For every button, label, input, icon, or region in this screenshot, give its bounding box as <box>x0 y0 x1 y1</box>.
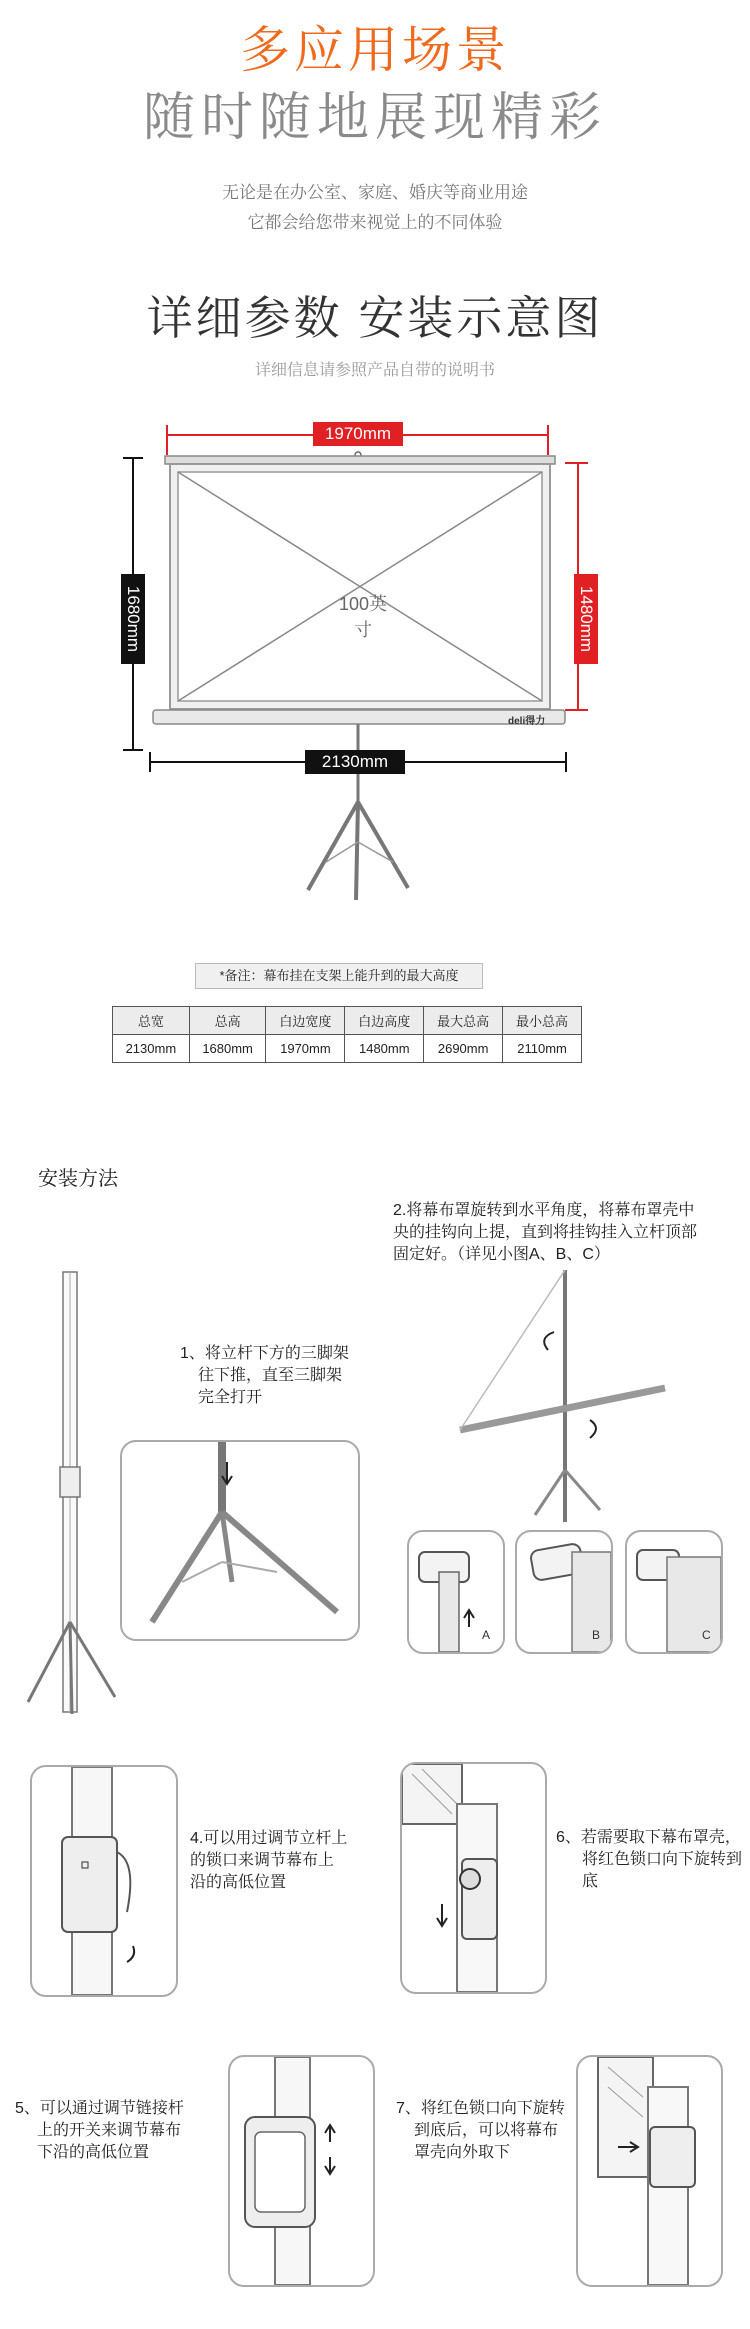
step-1-line: 完全打开 <box>198 1389 263 1406</box>
step-7-line: 到底后，可以将幕布 <box>414 2122 559 2139</box>
spec-header-cell: 白边高度 <box>345 1007 424 1035</box>
spec-header-cell: 总宽 <box>113 1007 190 1035</box>
screen-size-label: 100英寸 <box>338 594 388 640</box>
step-2-line: 央的挂钩向上提，直到将挂钩挂入立杆顶部 <box>393 1224 698 1241</box>
step-6-line: 将红色锁口向下旋转到 <box>582 1851 743 1868</box>
detail-a-label: A <box>482 1628 491 1642</box>
brand-logo: deli得力 <box>508 716 546 727</box>
step-4-line: 沿的高低位置 <box>190 1874 287 1891</box>
spec-header-cell: 白边宽度 <box>266 1007 345 1035</box>
pole-illustration <box>20 1262 130 1717</box>
step-4-line: 4.可以用过调节立杆上 <box>190 1830 348 1847</box>
step-6-line: 底 <box>582 1873 599 1890</box>
spec-value-cell: 1970mm <box>266 1035 345 1063</box>
step-5-line: 5、可以通过调节链接杆 <box>15 2100 184 2117</box>
step-7-detail-frame <box>576 2055 723 2287</box>
detail-a-frame <box>407 1530 505 1654</box>
remark-box: *备注：幕布挂在支架上能升到的最大高度 <box>195 963 483 989</box>
step-6-text <box>556 1827 746 1893</box>
total-width-label: 2130mm <box>305 750 405 774</box>
top-width-label: 1970mm <box>313 422 403 446</box>
spec-header-cell: 最小总高 <box>503 1007 582 1035</box>
intro-line-2: 它都会给您带来视觉上的不同体验 <box>247 213 503 232</box>
intro-text <box>0 178 750 238</box>
detail-c-label: C <box>702 1628 711 1642</box>
step-6-detail-frame <box>400 1762 547 1994</box>
detail-b-label: B <box>592 1628 601 1642</box>
step-4-text <box>190 1828 360 1894</box>
total-height-label: 1680mm <box>121 574 145 664</box>
step-5-line: 上的开关来调节幕布 <box>37 2122 182 2139</box>
headline-title: 多应用场景 <box>240 22 510 78</box>
step-1-line: 往下推，直至三脚架 <box>198 1367 343 1384</box>
step-7-line: 罩壳向外取下 <box>414 2144 511 2161</box>
step-4-line: 的锁口来调节幕布上 <box>190 1852 335 1869</box>
step-1-detail-frame <box>120 1440 360 1641</box>
spec-value-cell: 1680mm <box>189 1035 266 1063</box>
pole-lock-illustration <box>32 1767 176 1995</box>
step-5-line: 下沿的高低位置 <box>37 2144 150 2161</box>
screen-dimension-diagram <box>0 410 750 950</box>
headline-subtitle: 随时随地展现精彩 <box>142 89 607 147</box>
spec-header-cell: 总高 <box>189 1007 266 1035</box>
step-5-detail-frame <box>228 2055 375 2287</box>
step-4-detail-frame <box>30 1765 178 1997</box>
spec-value-cell: 2130mm <box>113 1035 190 1063</box>
tripod-open-illustration <box>122 1442 358 1639</box>
step-2-line: 固定好。（详见小图A、B、C） <box>393 1246 610 1263</box>
params-note: 详细信息请参照产品自带的说明书 <box>254 362 495 379</box>
step-7-text <box>396 2098 571 2164</box>
white-border-height-label: 1480mm <box>574 574 598 664</box>
spec-header-cell: 最大总高 <box>424 1007 503 1035</box>
spec-value-cell: 1480mm <box>345 1035 424 1063</box>
step-2-text <box>393 1200 738 1266</box>
step-1-text <box>180 1343 380 1409</box>
link-rod-switch-illustration <box>230 2057 373 2285</box>
spec-value-row <box>113 1035 582 1063</box>
step-6-line: 6、若需要取下幕布罩壳， <box>556 1829 741 1846</box>
step-1-line: 1、将立杆下方的三脚架 <box>180 1345 349 1362</box>
spec-table <box>112 1006 582 1063</box>
spec-value-cell: 2690mm <box>424 1035 503 1063</box>
case-remove-illustration <box>578 2057 721 2285</box>
spec-header-row <box>113 1007 582 1035</box>
step-5-text <box>15 2098 220 2164</box>
install-title: 安装方法 <box>38 1168 118 1190</box>
step-2-line: 2.将幕布罩旋转到水平角度，将幕布罩壳中 <box>393 1202 695 1219</box>
step-2-illustration <box>440 1270 690 1530</box>
red-lock-rotate-illustration <box>402 1764 545 1992</box>
intro-line-1: 无论是在办公室、家庭、婚庆等商业用途 <box>222 183 528 202</box>
params-title: 详细参数 安装示意图 <box>146 292 604 344</box>
step-7-line: 7、将红色锁口向下旋转 <box>396 2100 565 2117</box>
spec-value-cell: 2110mm <box>503 1035 582 1063</box>
